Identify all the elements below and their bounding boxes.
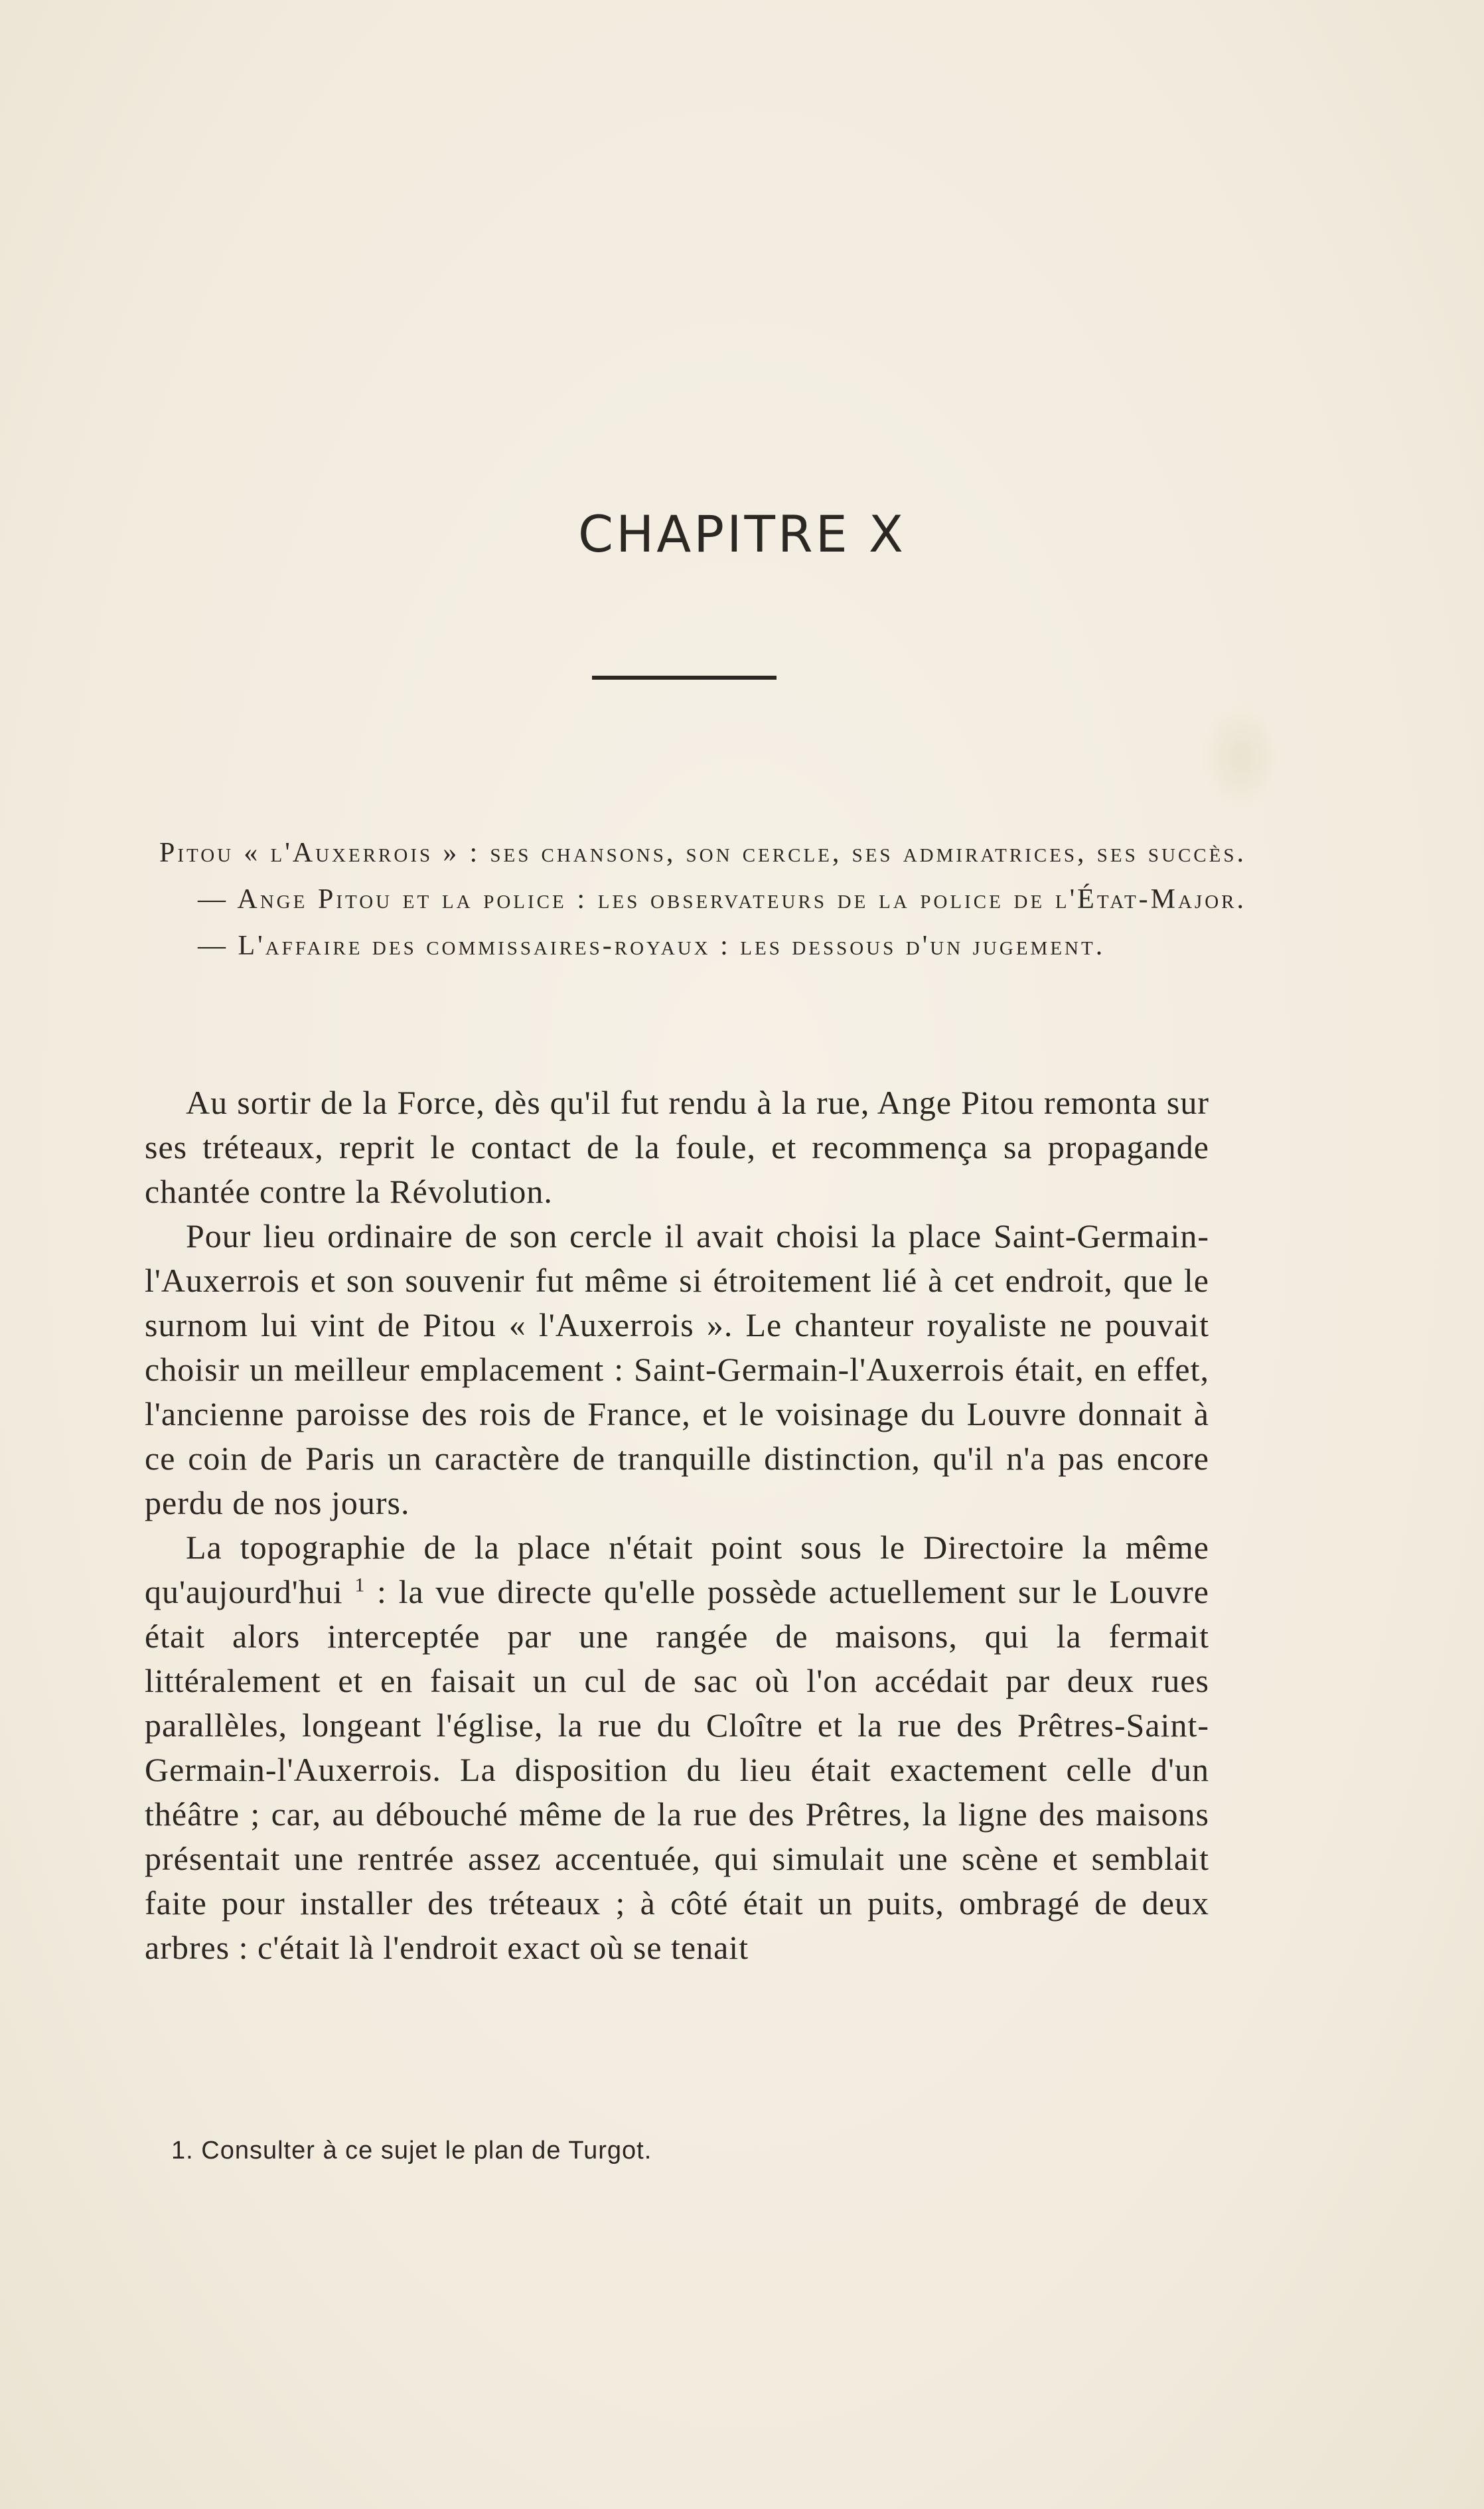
paragraph <box>145 1525 1209 1970</box>
body-text <box>145 1081 1209 1970</box>
chapter-summary: Pitou « l'Auxerrois » : ses chansons, son cercle, ses admiratrices, ses succès. — Ange Pitou et la police : les observateurs de la police de l'État-Major. — L'affaire des commissaires-royaux : les dessous d'un jugement. <box>159 838 1246 961</box>
footnote-reference[interactable]: 1 <box>354 1574 366 1596</box>
paragraph-text: : la vue directe qu'elle possède actuellement sur le Louvre était alors interceptée par une rangée de maisons, qui la fermait littéralement et en faisait un cul de sac où l'on accédait par deux rues parallèles, longeant l'église, la rue du Cloître et la rue des Prêtres-Saint-Germain-l'Auxerrois. La disposition du lieu était exactement celle d'un théâtre ; car, au débouché même de la rue des Prêtres, la ligne des maisons présentait une rentrée assez accentuée, qui simulait une scène et semblait faite pour installer des tréteaux ; à côté était un puits, ombragé de deux arbres : c'était là l'endroit exact où se tenait <box>145 1573 1210 1966</box>
title-rule <box>592 676 777 680</box>
chapter-title: CHAPITRE X <box>578 504 906 564</box>
paragraph: Au sortir de la Force, dès qu'il fut rendu à la rue, Ange Pitou remonta sur ses tréteaux, reprit le contact de la foule, et recommença sa propagande chantée contre la Révolution. <box>145 1084 1209 1210</box>
paragraph-text: La topographie de la place n'était point sous le Directoire la même qu'aujourd'hui <box>145 1529 1209 1610</box>
footnote: 1. Consulter à ce sujet le plan de Turgot. <box>171 2137 652 2165</box>
paragraph: Pour lieu ordinaire de son cercle il avait choisi la place Saint-Germain-l'Auxerrois et son souvenir fut même si étroitement lié à cet endroit, que le surnom lui vint de Pitou « l'Auxerrois ». Le chanteur royaliste ne pouvait choisir un meilleur emplacement : Saint-Germain-l'Auxerrois était, en effet, l'ancienne paroisse des rois de France, et le voisinage du Louvre donnait à ce coin de Paris un caractère de tranquille distinction, qu'il n'a pas encore perdu de nos jours. <box>145 1217 1209 1521</box>
paper-stain <box>1201 704 1281 810</box>
